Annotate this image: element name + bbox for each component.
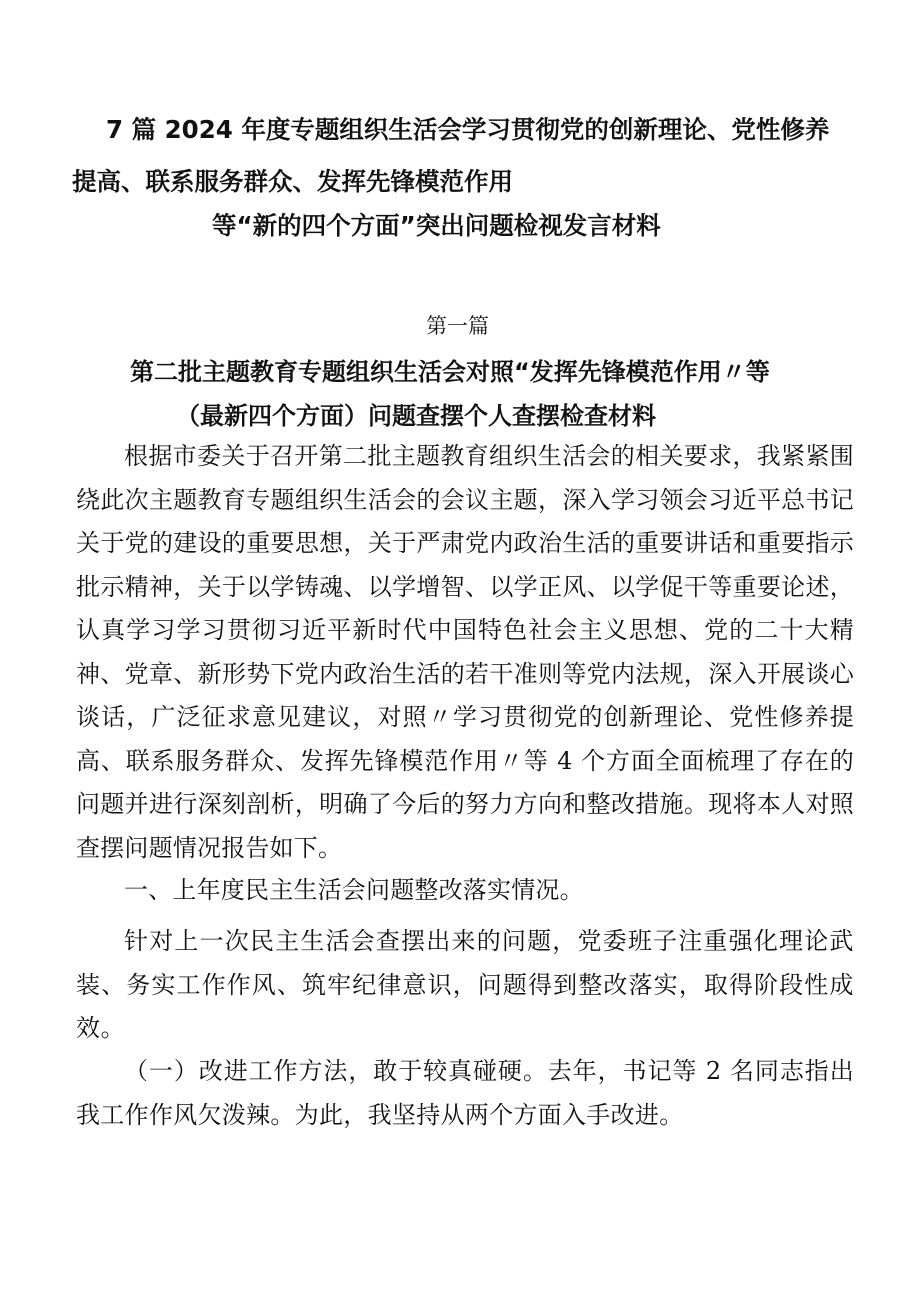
body-paragraph-intro: 根据市委关于召开第二批主题教育组织生活会的相关要求，我紧紧围绕此次主题教育专题组织生活会的会议主题，深入学习领会习近平总书记关于党的建设的重要思想，关于严肃党内政治生活的重要讲话和重要指示批示精神，关于以学铸魂、以学增智、以学正风、以学促干等重要论述，认真学习学习贯彻习近平新时代中国特色社会主义思想、党的二十大精神、党章、新形势下党内政治生活的若干准则等党内法规，深入开展谈心谈话，广泛征求意见建议，对照〃学习贯彻党的创新理论、党性修养提高、联系服务群众、发挥先锋模范作用〃等 4 个方面全面梳理了存在的问题并进行深刻剖析，明确了今后的努力方向和整改措施。现将本人对照查摆问题情况报告如下。: [76, 442, 854, 862]
document-title-line-1: 7 篇 2024 年度专题组织生活会学习贯彻党的创新理论、党性修养: [106, 115, 830, 144]
chapter-label: 第一篇: [426, 314, 489, 338]
document-title-line-3: 等“新的四个方面”突出问题检视发言材料: [212, 211, 661, 240]
document-title-line-2: 提高、联系服务群众、发挥先锋模范作用: [72, 167, 513, 196]
body-paragraph-subsection-1: （一）改进工作方法，敢于较真碰硬。去年，书记等 2 名同志指出我工作作风欠泼辣。为此，我坚持从两个方面入手改进。: [76, 1057, 854, 1129]
chapter-title-line-2: （最新四个方面）问题查摆个人查摆检查材料: [176, 402, 656, 430]
chapter-title-line-1: 第二批主题教育专题组织生活会对照“发挥先锋模范作用〃等: [130, 358, 770, 386]
section-heading-1: 一、上年度民主生活会问题整改落实情况。: [124, 876, 584, 904]
body-paragraph-rectification: 针对上一次民主生活会查摆出来的问题，党委班子注重强化理论武装、务实工作作风、筑牢纪律意识，问题得到整改落实，取得阶段性成效。: [76, 927, 854, 1042]
